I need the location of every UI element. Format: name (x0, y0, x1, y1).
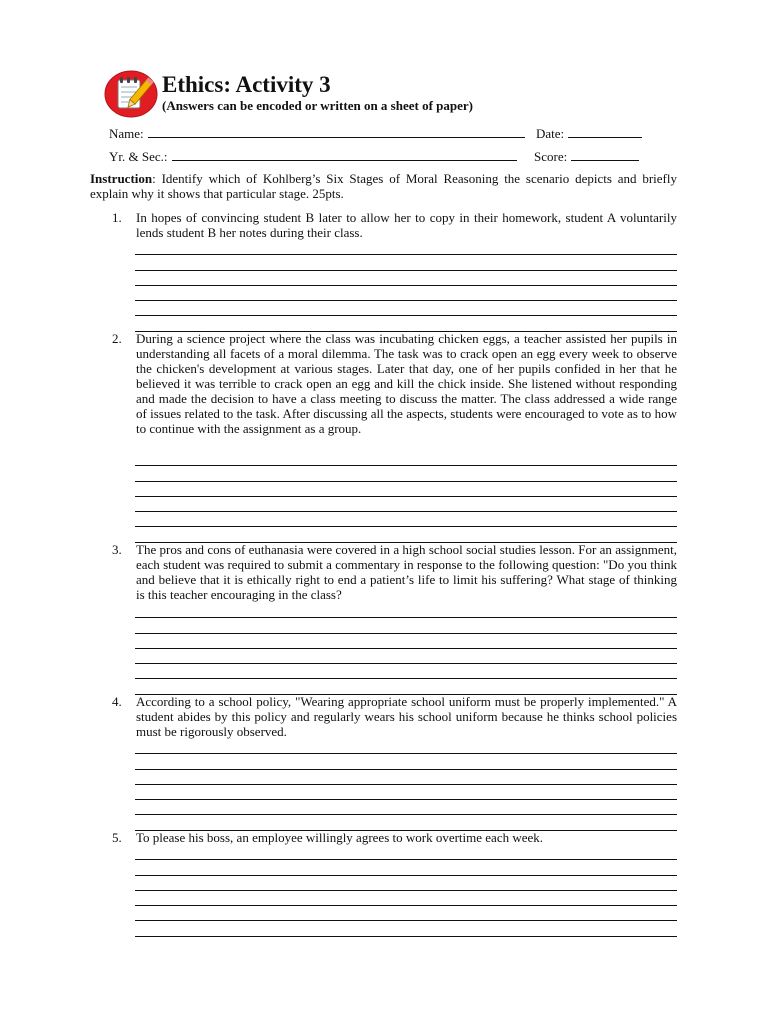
question-1 (112, 210, 677, 240)
question-text: In hopes of convincing student B later to allow her to copy in their homework, student A voluntarily lends student B her notes during their class. (136, 210, 677, 240)
question-number: 1. (112, 210, 122, 225)
answer-area-3[interactable] (135, 603, 677, 695)
question-number: 3. (112, 542, 122, 557)
question-2 (112, 331, 677, 436)
date-field[interactable] (536, 125, 642, 142)
date-label: Date: (536, 126, 565, 141)
instruction-text: : Identify which of Kohlberg’s Six Stages of Moral Reasoning the scenario depicts and briefly explain why it shows that particular stage. 25pts. (90, 171, 677, 201)
name-label: Name: (109, 126, 144, 141)
answer-area-4[interactable] (135, 739, 677, 831)
question-text: To please his boss, an employee willingly agrees to work overtime each week. (136, 830, 544, 845)
answer-area-2[interactable] (135, 451, 677, 543)
question-3 (112, 542, 677, 602)
question-number: 4. (112, 694, 122, 709)
score-line[interactable] (571, 148, 639, 161)
question-text: According to a school policy, "Wearing appropriate school uniform must be properly implemented." A student abides by this policy and regularly wears his school uniform because he thinks school policies must be rigorously observed. (136, 694, 677, 739)
date-line[interactable] (568, 125, 642, 138)
yr-sec-line[interactable] (172, 148, 517, 161)
page-subtitle: (Answers can be encoded or written on a sheet of paper) (162, 98, 474, 113)
question-5 (112, 830, 677, 845)
score-field[interactable] (534, 148, 639, 165)
yr-sec-label: Yr. & Sec.: (109, 149, 168, 164)
question-4 (112, 694, 677, 739)
notepad-pencil-icon (104, 70, 158, 118)
instruction (90, 171, 677, 201)
question-text: The pros and cons of euthanasia were covered in a high school social studies lesson. For an assignment, each student was required to submit a commentary in response to the following question: "Do you think and believe that it is ethically right to end a patient’s life to limit his suffering? What stage of thinking is this teacher encouraging in the class? (136, 542, 677, 602)
question-number: 5. (112, 830, 122, 845)
answer-area-1[interactable] (135, 240, 677, 332)
name-line[interactable] (148, 125, 525, 138)
name-field[interactable] (109, 125, 525, 142)
answer-area-5[interactable] (135, 845, 677, 937)
question-number: 2. (112, 331, 122, 346)
yr-sec-field[interactable] (109, 148, 517, 165)
instruction-label: Instruction (90, 171, 153, 186)
score-label: Score: (534, 149, 568, 164)
question-text: During a science project where the class was incubating chicken eggs, a teacher assisted her pupils in understanding all facets of a moral dilemma. The task was to crack open an egg every week to observe the chicken's development at various stages. Later that day, one of her pupils confided in her that he believed it was terrible to crack open an egg and kill the chick inside. She listened without responding and made the decision to have a class meeting to discuss the matter. The class addressed a wide range of issues related to the task. After discussing all the aspects, students were encouraged to vote as to how to continue with the assignment as a group. (136, 331, 677, 436)
page-title: Ethics: Activity 3 (162, 72, 331, 97)
